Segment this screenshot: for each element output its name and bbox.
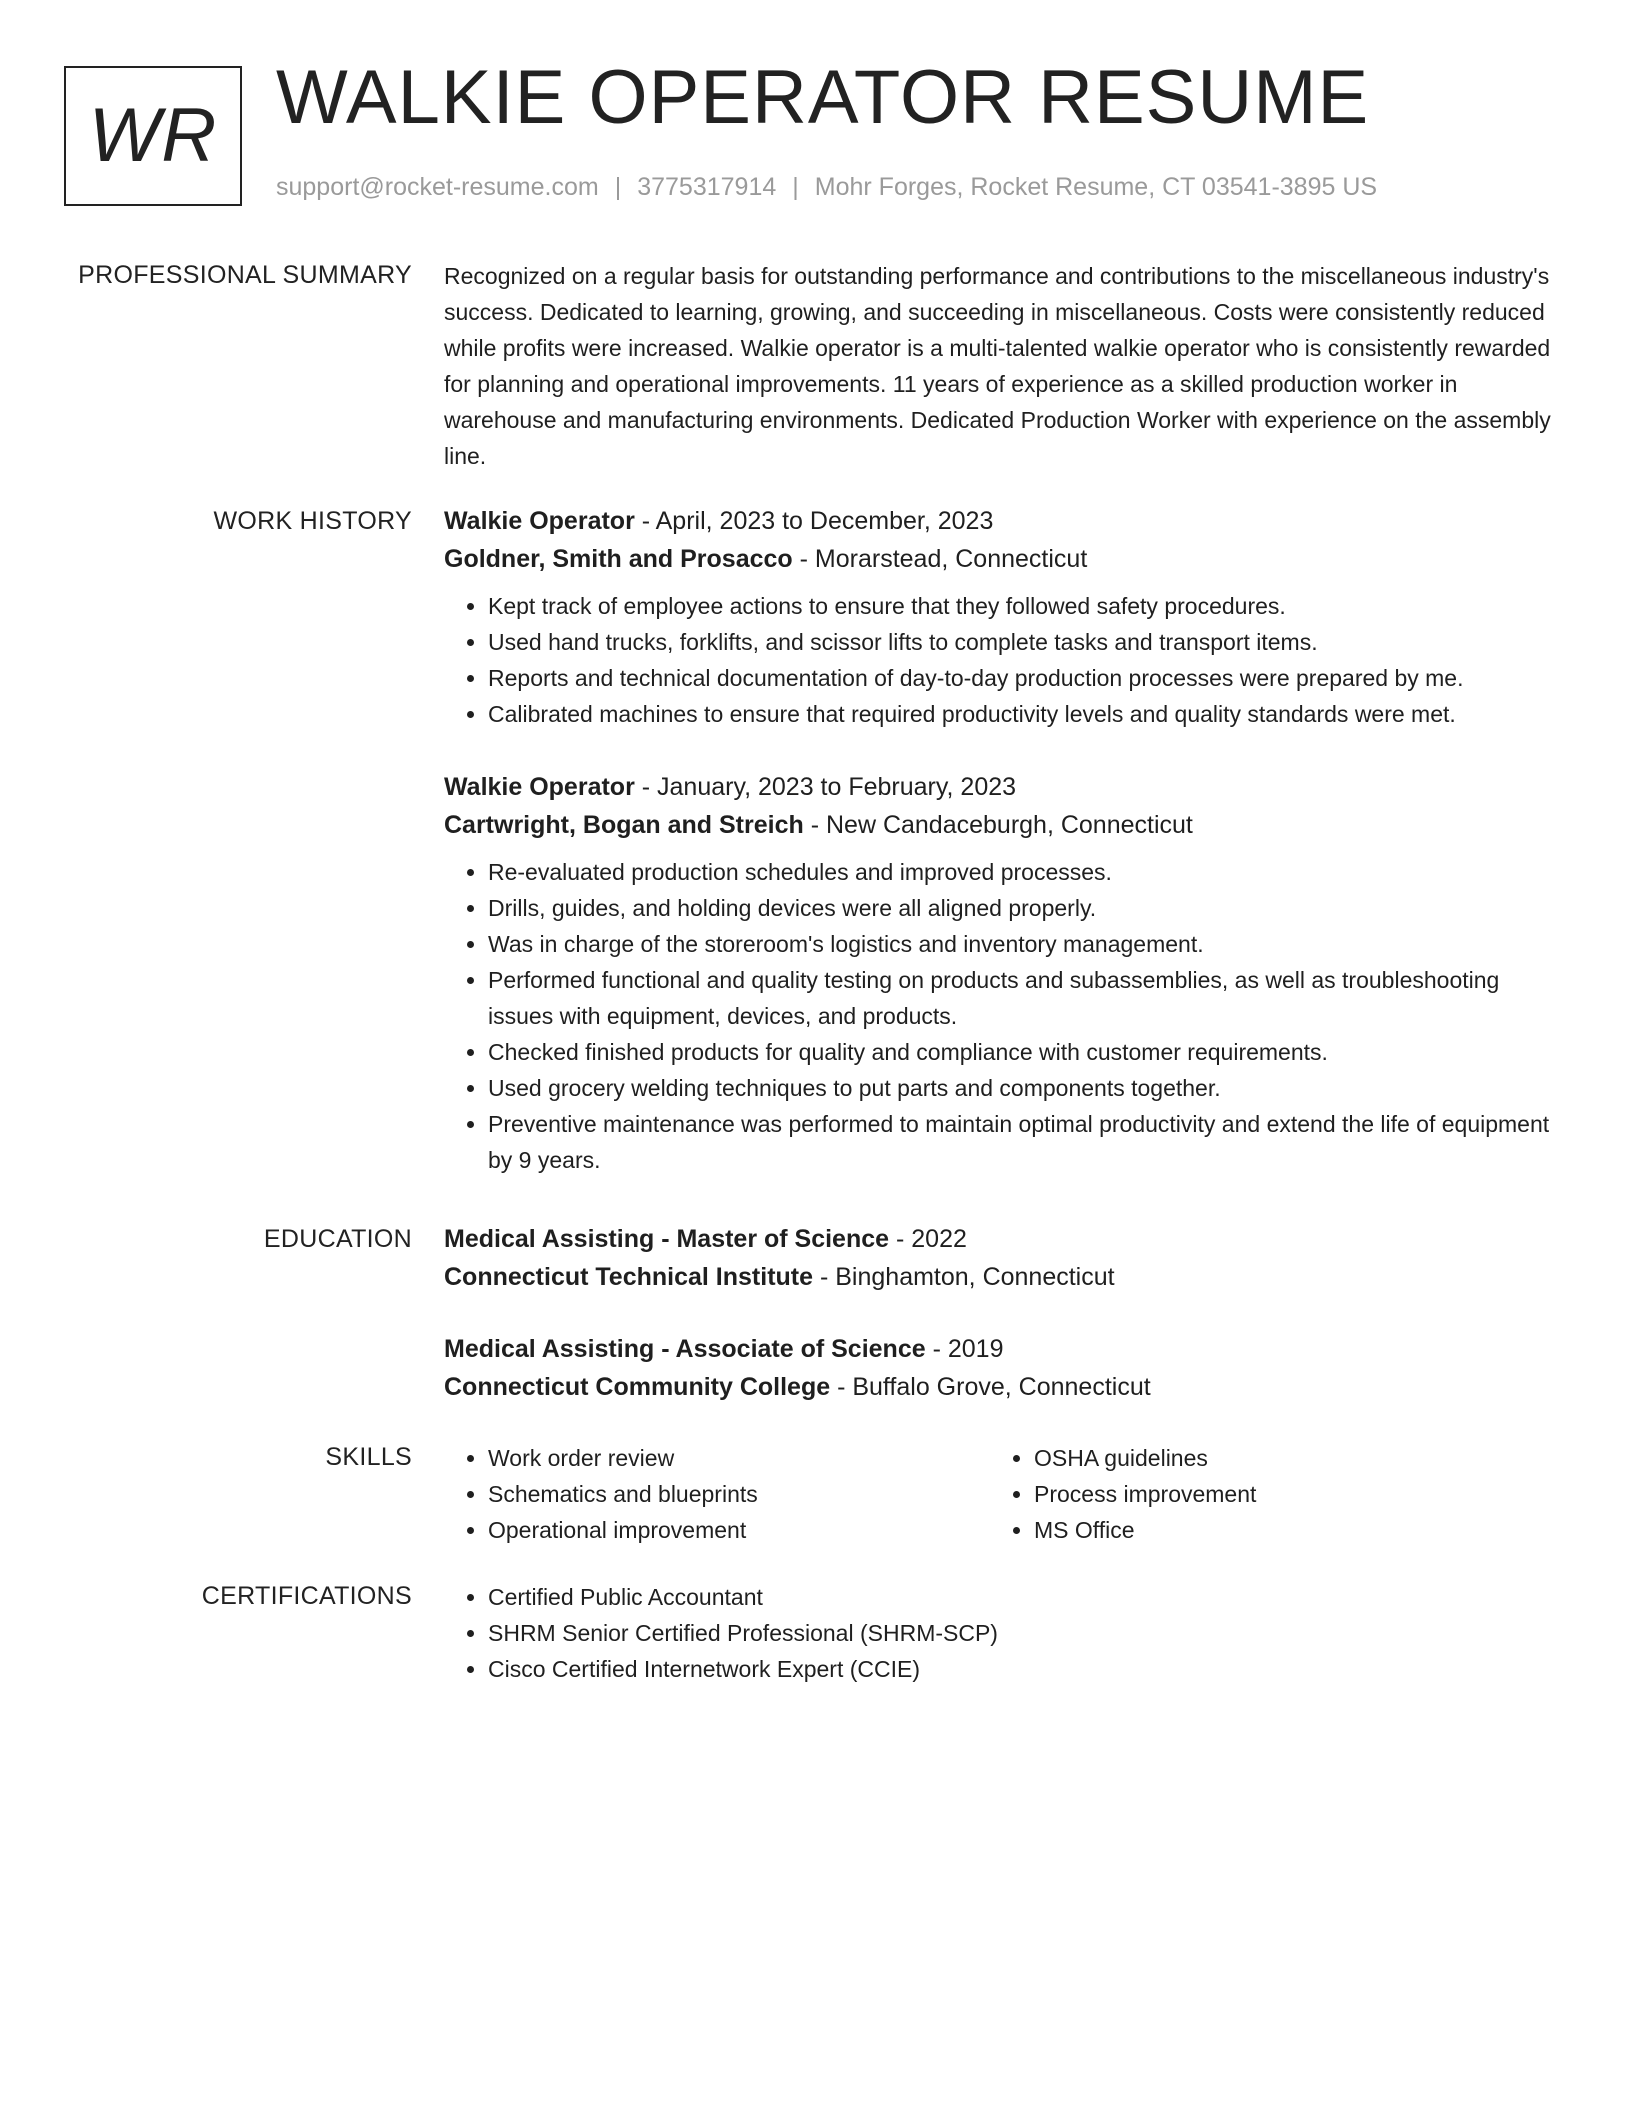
skill-item: • Operational improvement	[488, 1512, 990, 1548]
job-company-line	[444, 806, 1556, 844]
contact-email: support@rocket-resume.com	[276, 173, 599, 201]
job-company: Goldner, Smith and Prosacco	[444, 545, 793, 573]
skills-list-right	[990, 1440, 1536, 1548]
skills-body	[444, 1440, 1556, 1548]
skill-item: • Process improvement	[1034, 1476, 1536, 1512]
education-entry	[444, 1220, 1556, 1296]
job-bullet: • Used hand trucks, forklifts, and scissor lifts to complete tasks and transport items.	[488, 624, 1556, 660]
education-entry	[444, 1330, 1556, 1406]
job-bullet: • Calibrated machines to ensure that required productivity levels and quality standards were met.	[488, 696, 1556, 732]
contact-separator: |	[614, 173, 622, 201]
job-bullet: • Used grocery welding techniques to put parts and components together.	[488, 1070, 1556, 1106]
skill-item: • MS Office	[1034, 1512, 1536, 1548]
contact-phone: 3775317914	[637, 173, 777, 201]
job-company: Cartwright, Bogan and Streich	[444, 811, 804, 839]
job-dates: - January, 2023 to February, 2023	[634, 773, 1017, 801]
work-history-body	[444, 502, 1556, 1192]
skill-item: • Work order review	[488, 1440, 990, 1476]
degree-line	[444, 1220, 1556, 1258]
monogram-initials: WR	[88, 93, 218, 178]
certifications-list	[444, 1579, 1556, 1687]
job-bullet: • Re-evaluated production schedules and improved processes.	[488, 854, 1556, 890]
job-title-line	[444, 768, 1556, 806]
contact-line	[276, 172, 1377, 202]
degree-year: - 2022	[889, 1225, 967, 1253]
degree-year: - 2019	[925, 1335, 1004, 1363]
school-name: Connecticut Community College	[444, 1373, 831, 1401]
section-label-work-history: WORK HISTORY	[213, 507, 412, 535]
school-location: - Buffalo Grove, Connecticut	[830, 1373, 1151, 1401]
skills-list-left	[444, 1440, 990, 1548]
job-dates: - April, 2023 to December, 2023	[634, 507, 994, 535]
section-label-skills: SKILLS	[325, 1443, 412, 1471]
certification-item: • SHRM Senior Certified Professional (SHRM-SCP)	[488, 1615, 1556, 1651]
contact-separator: |	[792, 173, 799, 201]
degree-name: Medical Assisting - Associate of Science	[444, 1335, 926, 1363]
degree-line	[444, 1330, 1556, 1368]
school-line	[444, 1258, 1556, 1296]
skill-item: • Schematics and blueprints	[488, 1476, 990, 1512]
job-location: - Morarstead, Connecticut	[792, 545, 1088, 573]
job-company-line	[444, 540, 1556, 578]
monogram-box	[64, 66, 242, 206]
job-location: - New Candaceburgh, Connecticut	[803, 811, 1193, 839]
education-body	[444, 1220, 1556, 1420]
degree-name: Medical Assisting - Master of Science	[444, 1225, 890, 1253]
job-bullet: • Kept track of employee actions to ensure that they followed safety procedures.	[488, 588, 1556, 624]
job-entry	[444, 502, 1556, 732]
section-label-certifications: CERTIFICATIONS	[201, 1582, 412, 1610]
summary-body	[444, 258, 1556, 474]
school-name: Connecticut Technical Institute	[444, 1263, 814, 1291]
skill-item: • OSHA guidelines	[1034, 1440, 1536, 1476]
job-bullets	[444, 588, 1556, 732]
contact-address: Mohr Forges, Rocket Resume, CT 03541-3895 US	[814, 173, 1378, 201]
certification-item: • Certified Public Accountant	[488, 1579, 1556, 1615]
job-bullet: • Drills, guides, and holding devices were all aligned properly.	[488, 890, 1556, 926]
skills-grid	[444, 1440, 1556, 1548]
job-title: Walkie Operator	[444, 507, 635, 535]
school-location: - Binghamton, Connecticut	[813, 1263, 1115, 1291]
job-bullet: • Was in charge of the storeroom's logistics and inventory management.	[488, 926, 1556, 962]
job-bullet: • Preventive maintenance was performed to maintain optimal productivity and extend the life of equipment by 9 years.	[488, 1106, 1556, 1178]
job-entry	[444, 768, 1556, 1178]
job-bullet: • Reports and technical documentation of day-to-day production processes were prepared by me.	[488, 660, 1556, 696]
school-line	[444, 1368, 1556, 1406]
section-label-education: EDUCATION	[263, 1225, 412, 1253]
certification-item: • Cisco Certified Internetwork Expert (CCIE)	[488, 1651, 1556, 1687]
job-bullet: • Checked finished products for quality and compliance with customer requirements.	[488, 1034, 1556, 1070]
job-bullet: • Performed functional and quality testing on products and subassemblies, as well as troubleshooting issues with equipment, devices, and products.	[488, 962, 1556, 1034]
section-label-summary: PROFESSIONAL SUMMARY	[78, 261, 412, 289]
job-title: Walkie Operator	[444, 773, 635, 801]
resume-title: WALKIE OPERATOR RESUME	[276, 55, 1370, 140]
summary-text: Recognized on a regular basis for outstanding performance and contributions to the miscellaneous industry's success. Dedicated to learning, growing, and succeeding in miscellaneous. Costs were consistently reduced while profits were increased. Walkie operator is a multi-talented walkie operator who is consistently rewarded for planning and operational improvements. 11 years of experience as a skilled production worker in warehouse and manufacturing environments. Dedicated Production Worker with experience on the assembly line.	[444, 263, 1551, 469]
job-title-line	[444, 502, 1556, 540]
job-bullets	[444, 854, 1556, 1178]
certifications-body	[444, 1579, 1556, 1687]
